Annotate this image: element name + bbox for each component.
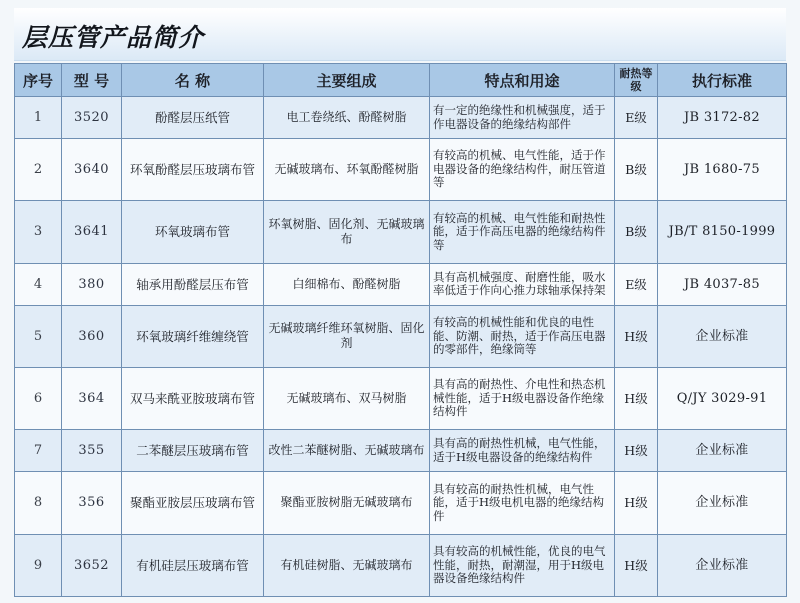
- row-model: 364: [62, 367, 122, 429]
- row-index: 4: [15, 263, 62, 305]
- row-standard: 企业标准: [658, 472, 787, 534]
- row-model: 3652: [62, 534, 122, 596]
- header-composition: 主要组成: [264, 64, 430, 97]
- row-name: 聚酯亚胺层压玻璃布管: [122, 472, 264, 534]
- row-features: 具有较高的耐热性机械，电气性能，适于H级电机电器的绝缘结构件: [430, 472, 615, 534]
- row-model: 356: [62, 472, 122, 534]
- row-features: 有较高的机械、电气性能，适于作电器设备的绝缘结构件，耐压管道等: [430, 139, 615, 201]
- row-standard: 企业标准: [658, 534, 787, 596]
- row-composition: 白细棉布、酚醛树脂: [264, 263, 430, 305]
- header-heat-class: 耐热等级: [615, 64, 658, 97]
- row-features: 有较高的机械、电气性能和耐热性能，适于作高压电器的绝缘结构件等: [430, 201, 615, 263]
- header-model: 型 号: [62, 64, 122, 97]
- row-composition: 有机硅树脂、无碱玻璃布: [264, 534, 430, 596]
- row-standard: 企业标准: [658, 430, 787, 472]
- page-title: 层压管产品简介: [22, 23, 205, 52]
- row-standard: JB 1680-75: [658, 139, 787, 201]
- row-composition: 电工卷绕纸、酚醛树脂: [264, 97, 430, 139]
- table-row: [15, 201, 787, 263]
- row-features: 有一定的绝缘性和机械强度，适于作电器设备的绝缘结构部件: [430, 97, 615, 139]
- table-row: [15, 430, 787, 472]
- row-heat-class: H级: [615, 430, 658, 472]
- row-heat-class: H级: [615, 472, 658, 534]
- row-index: 6: [15, 367, 62, 429]
- row-features: 具有高的耐热性机械，电气性能，适于H级电器设备的绝缘结构件: [430, 430, 615, 472]
- row-name: 环氧玻璃布管: [122, 201, 264, 263]
- row-model: 380: [62, 263, 122, 305]
- row-heat-class: H级: [615, 305, 658, 367]
- row-name: 双马来酰亚胺玻璃布管: [122, 367, 264, 429]
- row-model: 360: [62, 305, 122, 367]
- table-header-row: [15, 64, 787, 97]
- row-index: 7: [15, 430, 62, 472]
- row-composition: 无碱玻璃纤维环氧树脂、固化剂: [264, 305, 430, 367]
- table-row: [15, 472, 787, 534]
- row-composition: 无碱玻璃布、双马树脂: [264, 367, 430, 429]
- row-name: 环氧酚醛层压玻璃布管: [122, 139, 264, 201]
- row-composition: 聚酯亚胺树脂无碱玻璃布: [264, 472, 430, 534]
- row-index: 5: [15, 305, 62, 367]
- row-standard: JB/T 8150-1999: [658, 201, 787, 263]
- row-heat-class: B级: [615, 139, 658, 201]
- row-features: 具有较高的机械性能，优良的电气性能，耐热，耐潮湿，用于H级电器设备绝缘结构件: [430, 534, 615, 596]
- row-name: 二苯醚层压玻璃布管: [122, 430, 264, 472]
- table-row: [15, 139, 787, 201]
- row-index: 1: [15, 97, 62, 139]
- row-standard: Q/JY 3029-91: [658, 367, 787, 429]
- row-heat-class: B级: [615, 201, 658, 263]
- table-row: [15, 534, 787, 596]
- header-standard: 执行标准: [658, 64, 787, 97]
- table-row: [15, 263, 787, 305]
- title-band: [14, 8, 786, 61]
- table-row: [15, 97, 787, 139]
- row-features: 有较高的机械性能和优良的电性能、防潮、耐热，适于作高压电器的零部件，绝缘筒等: [430, 305, 615, 367]
- row-name: 轴承用酚醛层压布管: [122, 263, 264, 305]
- row-standard: 企业标准: [658, 305, 787, 367]
- row-name: 环氧玻璃纤维缠绕管: [122, 305, 264, 367]
- row-composition: 环氧树脂、固化剂、无碱玻璃布: [264, 201, 430, 263]
- row-model: 3520: [62, 97, 122, 139]
- row-model: 355: [62, 430, 122, 472]
- row-features: 具有高机械强度、耐磨性能，吸水率低适于作向心推力球轴承保持架: [430, 263, 615, 305]
- row-standard: JB 4037-85: [658, 263, 787, 305]
- row-model: 3641: [62, 201, 122, 263]
- row-name: 酚醛层压纸管: [122, 97, 264, 139]
- product-table: [14, 63, 787, 597]
- row-index: 3: [15, 201, 62, 263]
- table-row: [15, 367, 787, 429]
- row-standard: JB 3172-82: [658, 97, 787, 139]
- row-heat-class: E级: [615, 263, 658, 305]
- row-index: 9: [15, 534, 62, 596]
- row-model: 3640: [62, 139, 122, 201]
- row-name: 有机硅层压玻璃布管: [122, 534, 264, 596]
- header-features: 特点和用途: [430, 64, 615, 97]
- row-heat-class: H级: [615, 534, 658, 596]
- row-composition: 改性二苯醚树脂、无碱玻璃布: [264, 430, 430, 472]
- table-row: [15, 305, 787, 367]
- header-index: 序号: [15, 64, 62, 97]
- row-heat-class: H级: [615, 367, 658, 429]
- row-heat-class: E级: [615, 97, 658, 139]
- header-name: 名 称: [122, 64, 264, 97]
- row-features: 具有高的耐热性、介电性和热态机械性能，适于H级电器设备作绝缘结构件: [430, 367, 615, 429]
- row-composition: 无碱玻璃布、环氧酚醛树脂: [264, 139, 430, 201]
- row-index: 8: [15, 472, 62, 534]
- row-index: 2: [15, 139, 62, 201]
